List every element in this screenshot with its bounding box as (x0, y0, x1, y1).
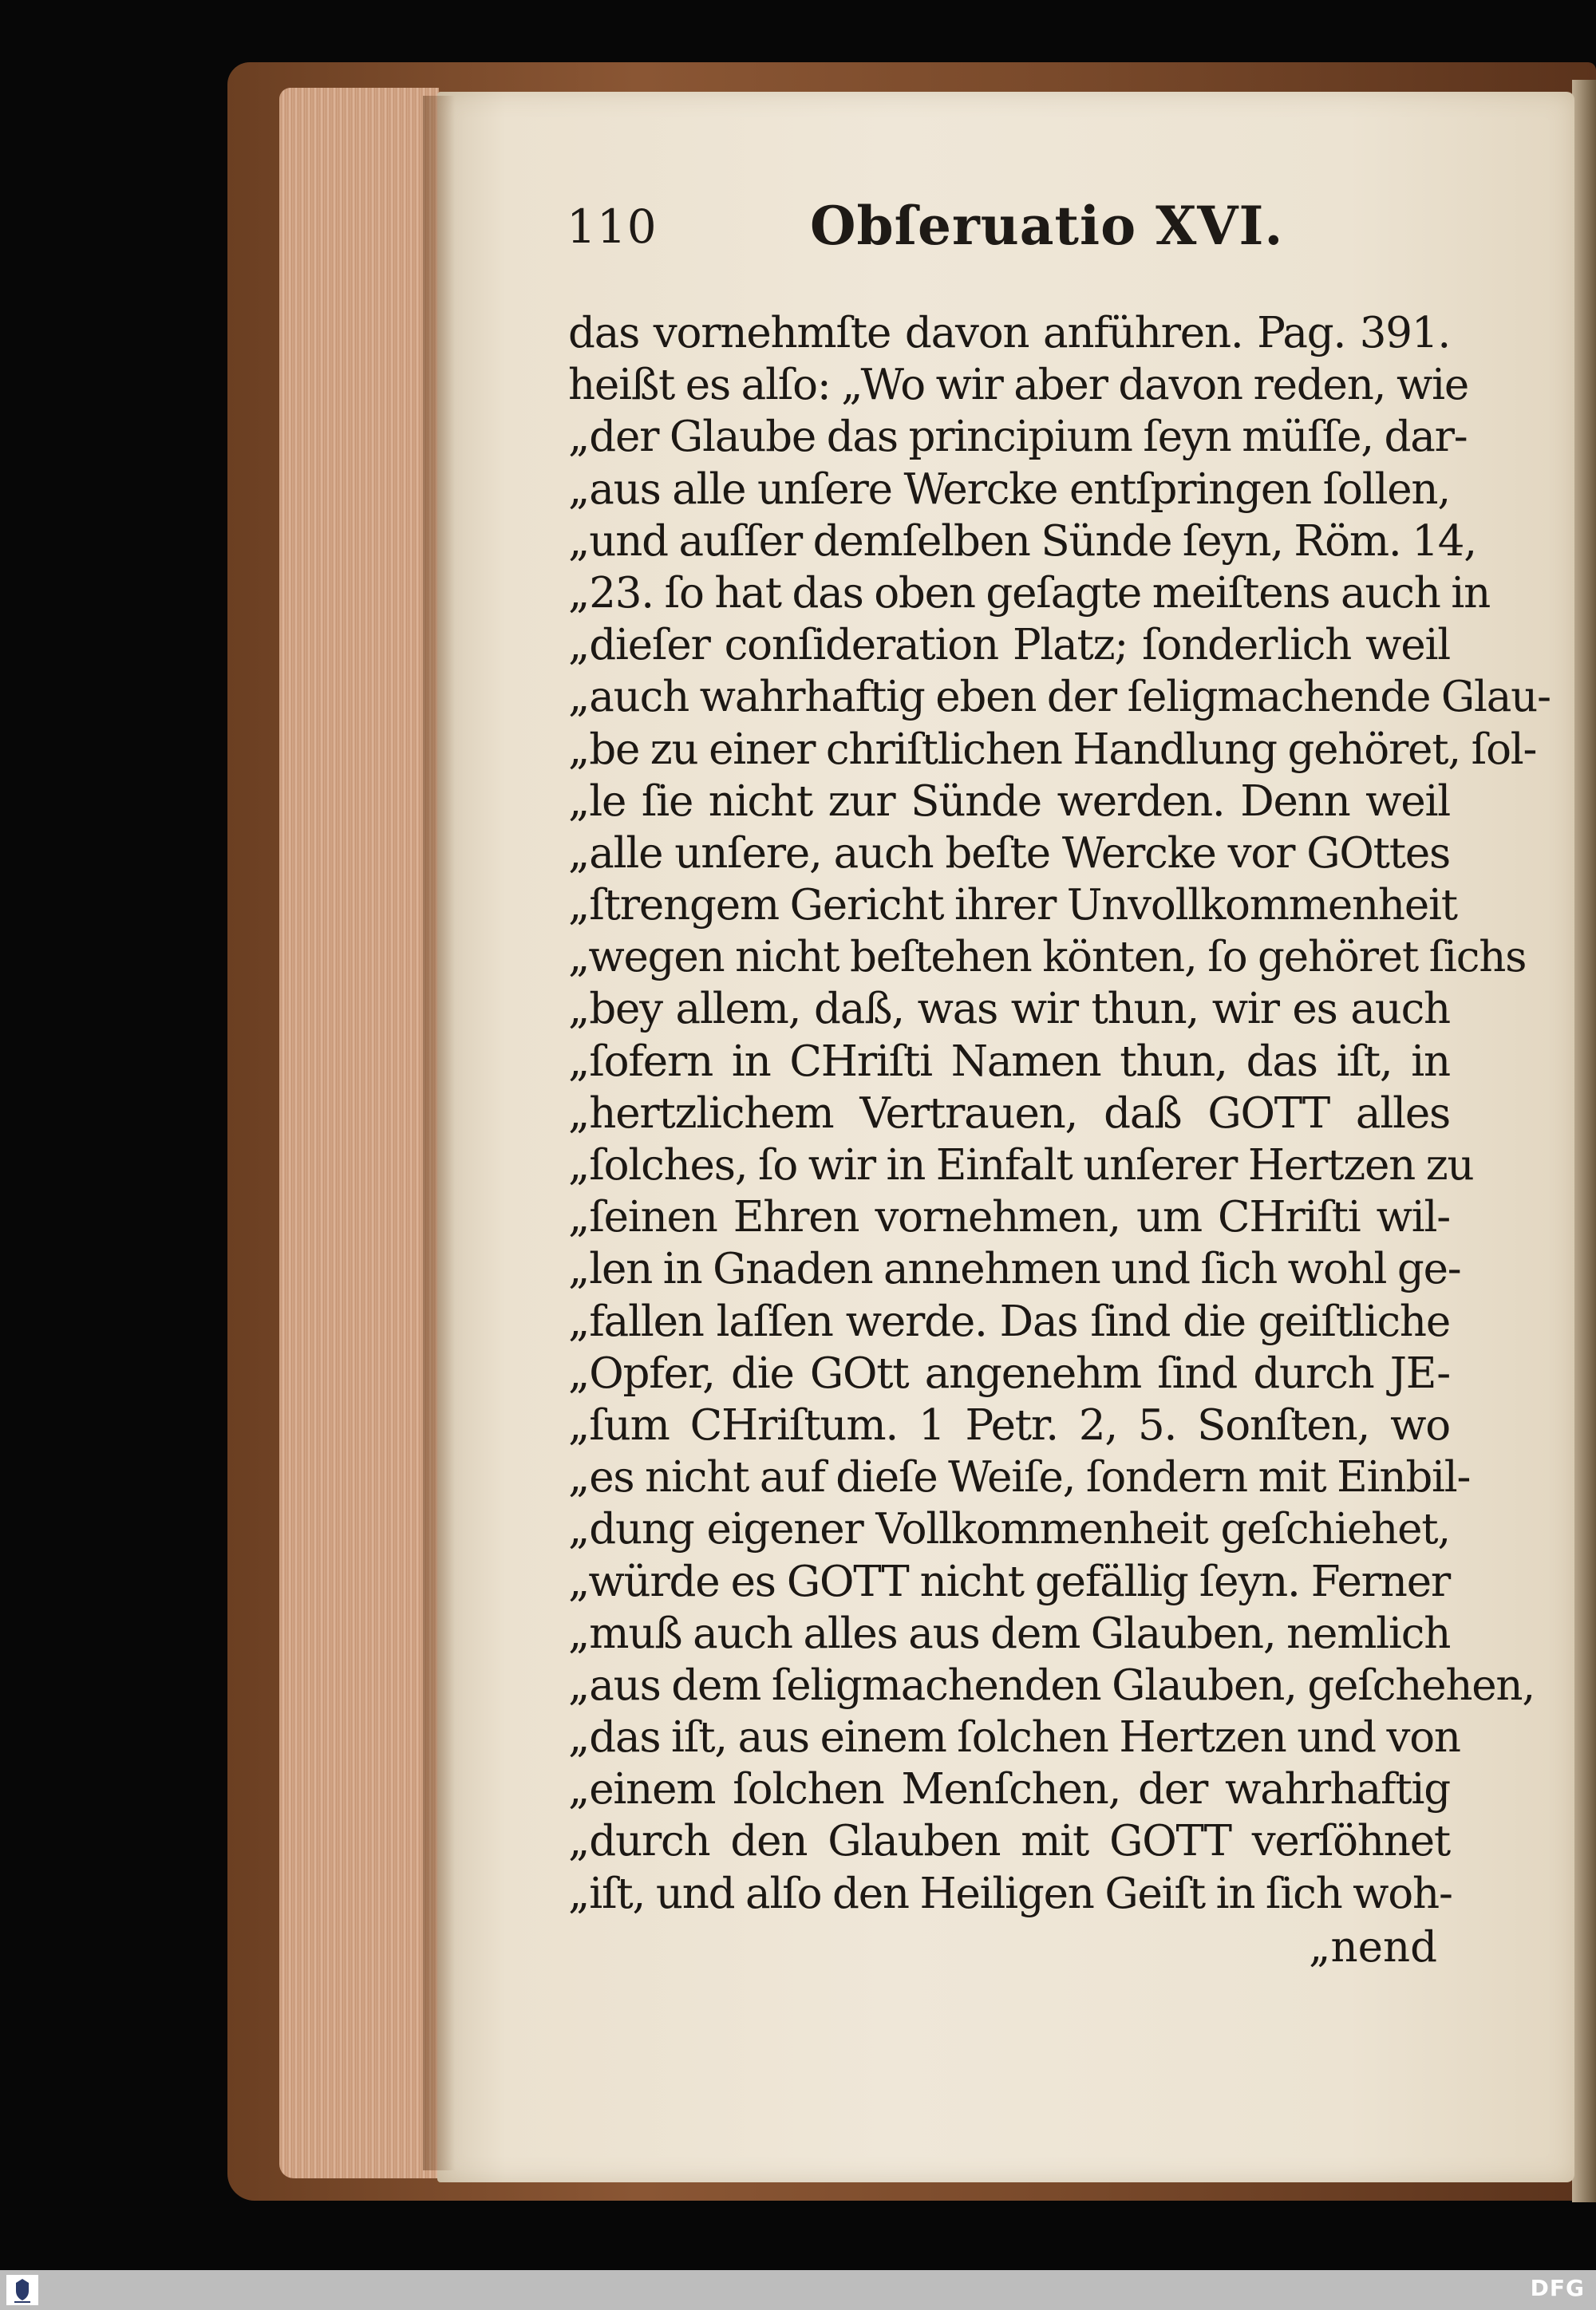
text-line: „bey allem, daß, was wir thun, wir es auch (568, 985, 1450, 1034)
text-line: „muß auch alles aus dem Glauben, nemlich (568, 1609, 1451, 1658)
text-line: „iſt, und alſo den Heiligen Geiſt in ſich woh- (568, 1869, 1452, 1918)
text-line: „len in Gnaden annehmen und ſich wohl ge- (568, 1245, 1461, 1294)
text-line: „einem ſolchen Menſchen, der wahrhaftig (568, 1765, 1450, 1814)
viewer-footer (0, 2270, 1596, 2310)
text-line: „ſeinen Ehren vornehmen, um CHriſti wil- (568, 1193, 1450, 1242)
text-line: „dieſer conſideration Platz; ſonderlich weil (568, 621, 1450, 670)
text-line: „ſtrengem Gericht ihrer Unvollkommenheit (568, 881, 1457, 930)
text-line: „der Glaube das principium ſeyn müſſe, dar- (568, 413, 1468, 462)
text-line: „würde es GOTT nicht gefällig ſeyn. Ferner (568, 1557, 1450, 1606)
body-text (568, 307, 1551, 1920)
text-line: „hertzlichem Vertrauen, daß GOTT alles (568, 1088, 1450, 1138)
text-line: „23. ſo hat das oben geſagte meiſtens auch in (568, 568, 1491, 618)
text-line: „ſofern in CHriſti Namen thun, das iſt, in (568, 1037, 1450, 1086)
text-line: „ſolches, ſo wir in Einfalt unſerer Hertzen zu (568, 1141, 1474, 1190)
text-line: „auch wahrhaftig eben der ſeligmachende Glau- (568, 673, 1551, 722)
page-header (567, 195, 1444, 263)
text-line: „es nicht auf dieſe Weiſe, ſondern mit Einbil- (568, 1453, 1471, 1502)
text-line: „fallen laſſen werde. Das ſind die geiſtliche (568, 1297, 1450, 1346)
gutter-shadow (423, 96, 455, 2170)
text-line: „und auſſer demſelben Sünde ſeyn, Röm. 14, (568, 516, 1476, 566)
library-crest-icon (6, 2275, 38, 2305)
text-line: „aus alle unſere Wercke entſpringen ſollen, (568, 464, 1450, 514)
text-line: heißt es alſo: „Wo wir aber davon reden, wie (568, 361, 1469, 410)
running-title: Obſeruatio XVI. (810, 195, 1284, 257)
catchword: „nend (1309, 1923, 1438, 1972)
text-line: „das iſt, aus einem ſolchen Hertzen und von (568, 1713, 1460, 1763)
text-line: „alle unſere, auch beſte Wercke vor GOttes (568, 828, 1450, 878)
page-number: 110 (567, 199, 658, 254)
page-edges (279, 88, 439, 2178)
text-line: das vornehmſte davon anführen. Pag. 391. (568, 309, 1450, 357)
dfg-label: DFG (1530, 2275, 1585, 2301)
text-line: „be zu einer chriſtlichen Handlung gehöret, ſol- (568, 725, 1537, 774)
text-line: „dung eigener Vollkommenheit geſchiehet, (568, 1505, 1450, 1554)
text-line: „wegen nicht beſtehen könten, ſo gehöret ſichs (568, 933, 1527, 982)
text-line: „ſum CHriſtum. 1 Petr. 2, 5. Sonſten, wo (568, 1400, 1450, 1450)
opposite-page-edge (1572, 80, 1596, 2202)
text-line: „durch den Glauben mit GOTT verſöhnet (568, 1817, 1450, 1866)
text-line: „le ſie nicht zur Sünde werden. Denn weil (568, 776, 1450, 826)
text-line: „Opfer, die GOtt angenehm ſind durch JE- (568, 1348, 1450, 1398)
text-line: „aus dem ſeligmachenden Glauben, geſchehen, (568, 1660, 1535, 1710)
